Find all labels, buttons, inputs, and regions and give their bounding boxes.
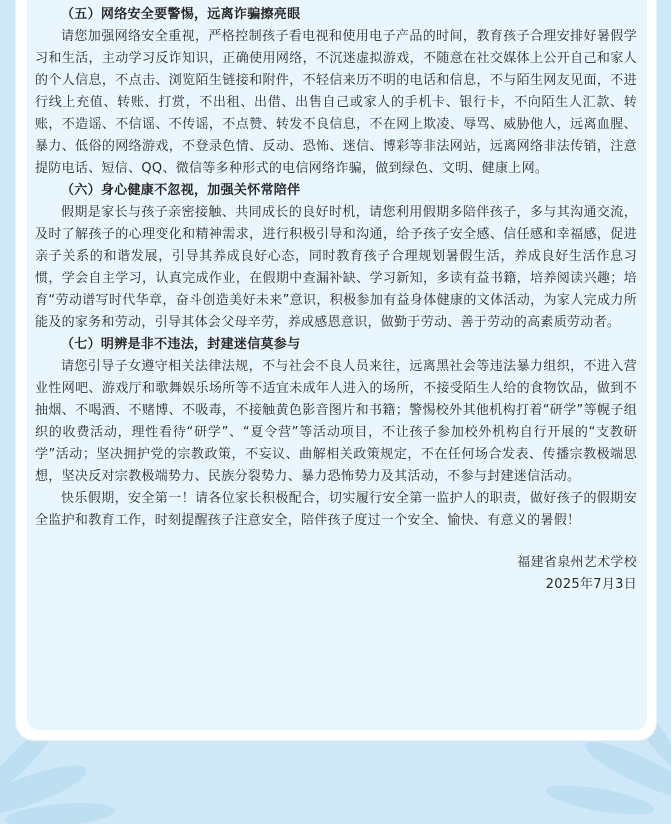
section-body-5: 请您加强网络安全重视，严格控制孩子看电视和使用电子产品的时间，教育孩子合理安排好暑假学习和生活，主动学习反诈知识，正确使用网络，不沉迷虚拟游戏，不随意在社交媒体上公开自己和家人的个人信息，不点击、浏览陌生链接和附件，不轻信来历不明的电话和信息，不与陌生网友见面，不进行线上充值、转账、打赏，不出租、出借、出售自己或家人的手机卡、银行卡，不向陌生人汇款、转账，不造谣、不信谣、不传谣，不点赞、转发不良信息，不在网上欺凌、辱骂、威胁他人，远离血腥、暴力、低俗的网络游戏，不登录色情、反动、恐怖、迷信、博彩等非法网站，远离网络非法传销，注意提防电话、短信、QQ、微信等多种形式的电信网络诈骗，做到绿色、文明、健康上网。 — [35, 29, 637, 176]
school-name: 福建省泉州艺术学校 — [517, 555, 637, 570]
signature-block — [35, 552, 637, 596]
section-heading-7: （七）明辨是非不违法，封建迷信莫参与 — [61, 337, 301, 352]
closing-paragraph: 快乐假期，安全第一！请各位家长积极配合，切实履行安全第一监护人的职责，做好孩子的假期安全监护和教育工作，时刻提醒孩子注意安全，陪伴孩子度过一个安全、愉快、有意义的暑假！ — [35, 491, 637, 528]
letter-content — [35, 4, 637, 596]
letter-date: 2025年7月3日 — [545, 577, 637, 592]
section-heading-6: （六）身心健康不忽视，加强关怀常陪伴 — [61, 183, 301, 198]
section-body-6: 假期是家长与孩子亲密接触、共同成长的良好时机，请您利用假期多陪伴孩子，多与其沟通交流，及时了解孩子的心理变化和精神需求，进行积极引导和沟通，给予孩子安全感、信任感和幸福感，促进亲子关系的和谐发展，引导其养成良好心态，同时教育孩子合理规划暑假生活，养成良好生活作息习惯，学会自主学习，认真完成作业，在假期中查漏补缺、学习新知，多读有益书籍，培养阅读兴趣；培育“劳动谱写时代华章，奋斗创造美好未来”意识，积极参加有益身体健康的文体活动，为家人完成力所能及的家务和劳动，引导其体会父母辛劳，养成感恩意识，做勤于劳动、善于劳动的高素质劳动者。 — [35, 205, 637, 330]
section-heading-5: （五）网络安全要警惕，远离诈骗擦亮眼 — [61, 7, 301, 22]
section-body-7: 请您引导子女遵守相关法律法规，不与社会不良人员来往，远离黑社会等违法暴力组织，不进入营业性网吧、游戏厅和歌舞娱乐场所等不适宜未成年人进入的场所，不接受陌生人给的食物饮品，做到不抽烟、不喝酒、不赌博、不吸毒，不接触黄色影音图片和书籍；警惕校外其他机构打着“研学”等幌子组织的收费活动，理性看待“研学”、“夏令营”等活动项目，不让孩子参加校外机构自行开展的“支教研学”活动；坚决拥护党的宗教政策，不妄议、曲解相关政策规定，不在任何场合发表、传播宗教极端思想，坚决反对宗教极端势力、民族分裂势力、暴力恐怖势力及其活动，不参与封建迷信活动。 — [35, 359, 637, 484]
